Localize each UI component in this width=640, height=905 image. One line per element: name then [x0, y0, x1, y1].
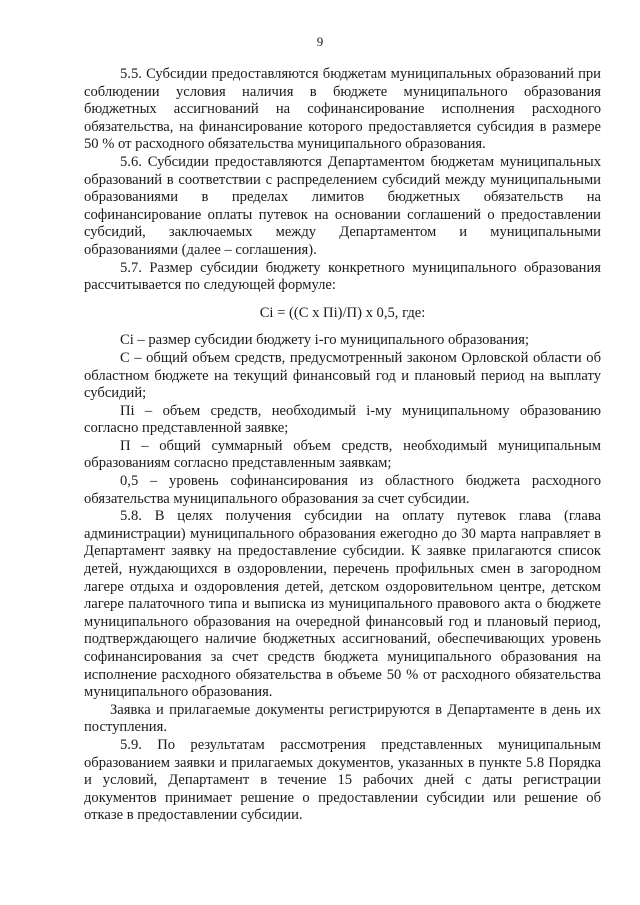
- definition-ci: Сi – размер субсидии бюджету i-го муниципального образования;: [120, 332, 529, 349]
- document-body: [84, 66, 601, 825]
- paragraph-5-6: 5.6. Субсидии предоставляются Департаментом бюджетам муниципальных образований в соответствии с распределением субсидий между муниципальными образованиями в пределах лимитов бюджетных обязательств на софинансирование оплаты путевок на основании соглашений о предоставлении субсидий, заключаемых между Департаментом и муниципальными образованиями (далее – соглашения).: [84, 153, 601, 258]
- paragraph-5-9: 5.9. По результатам рассмотрения представленных муниципальным образованием заявки и прилагаемых документов, указанных в пункте 5.8 Порядка и условий, Департамент в течение 15 рабочих дней с даты регистрации документов принимает решение о предоставлении субсидии или решение об отказе в предоставлении субсидии.: [84, 736, 601, 824]
- formula: Сi = ((С х Пi)/П) х 0,5, где:: [259, 304, 426, 321]
- definition-p: П – общий суммарный объем средств, необходимый муниципальным образованиям согласно представленным заявкам;: [84, 437, 601, 472]
- definition-c: С – общий объем средств, предусмотренный законом Орловской области об областном бюджете на текущий финансовый год и плановый период на выплату субсидий;: [84, 349, 601, 402]
- paragraph-registration: Заявка и прилагаемые документы регистрируются в Департаменте в день их поступления.: [84, 701, 601, 736]
- paragraph-5-7: 5.7. Размер субсидии бюджету конкретного муниципального образования рассчитывается по следующей формуле:: [84, 259, 601, 294]
- definition-cofinancing: 0,5 – уровень софинансирования из областного бюджета расходного обязательства муниципального образования за счет субсидии.: [84, 473, 601, 507]
- paragraph-5-5: 5.5. Субсидии предоставляются бюджетам муниципальных образований при соблюдении условия наличия в бюджете муниципального образования бюджетных ассигнований на софинансирование исполнения расходного обязательства, на финансирование которого предоставляется субсидия в размере 50 % от расходного обязательства муниципального образования.: [84, 66, 601, 153]
- definition-pi: Пi – объем средств, необходимый i-му муниципальному образованию согласно представленной заявке;: [84, 402, 601, 437]
- paragraph-5-8: 5.8. В целях получения субсидии на оплату путевок глава (глава администрации) муниципального образования ежегодно до 30 марта направляет в Департамент заявку на предоставление субсидии. К заявке прилагаются список детей, нуждающихся в оздоровлении, перечень профильных смен в загородном лагере отдыха и оздоровления детей, детском оздоровительном центре, детском лагере палаточного типа и выписка из муниципального правового акта о бюджете муниципального образования на очередной финансовый год и плановый период, подтверждающего наличие бюджетных ассигнований, обеспечивающих уровень софинансирования за счет средств бюджета муниципального образования на исполнение расходного обязательства в объеме 50 % от расходного обязательства муниципального образования.: [84, 508, 601, 701]
- page-number: 9: [316, 34, 324, 49]
